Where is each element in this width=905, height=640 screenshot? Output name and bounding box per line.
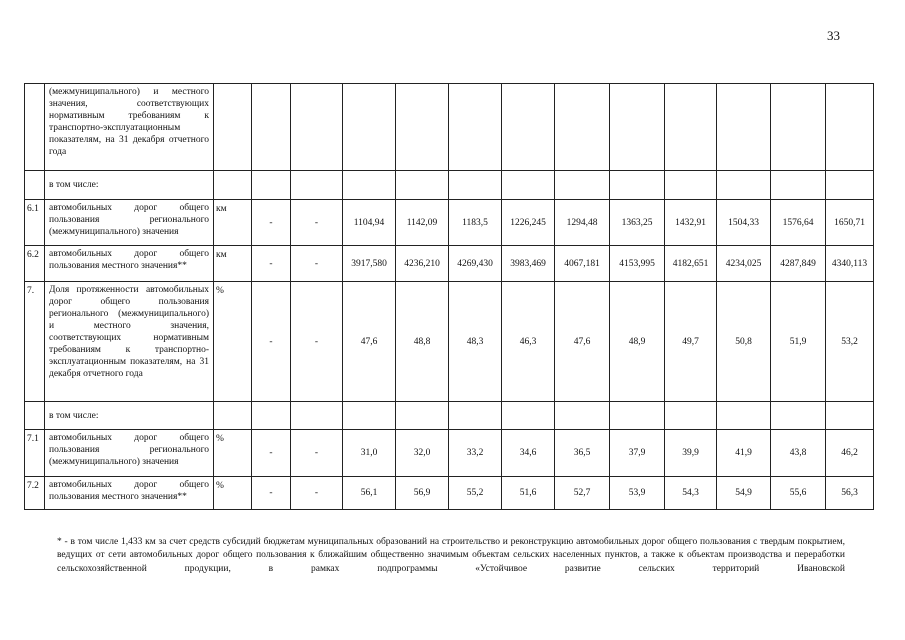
value-cell: 3983,469 [502,246,555,282]
value-cell [771,84,826,171]
value-cell: 4067,181 [555,246,610,282]
value-cell: 41,9 [717,430,771,477]
value-cell: 46,2 [826,430,874,477]
row-index: 7.2 [25,477,45,510]
value-cell: - [291,200,343,246]
row-description: автомобильных дорог общего пользования местного значения** [45,246,214,282]
value-cell: 48,9 [610,282,665,402]
value-cell: 37,9 [610,430,665,477]
value-cell [610,171,665,200]
value-cell: - [291,430,343,477]
value-cell [826,84,874,171]
value-cell [252,402,291,430]
value-cell: 1576,64 [771,200,826,246]
table-row [25,477,874,510]
row-description: в том числе: [45,402,214,430]
value-cell: 1294,48 [555,200,610,246]
value-cell: 48,3 [449,282,502,402]
value-cell [449,84,502,171]
footnote: * - в том числе 1,433 км за счет средств субсидий бюджетам муниципальных образований на строительство и реконструкцию автомобильных дорог общего пользования с твердым покрытием, ведущих от сети автомобильных дорог общего пользования к ближайшим общественно значимым объектам сельских населенных пунктов, а также к объектам производства и переработки сельскохозяйственной продукции, в рамках подпрограммы «Устойчивое развитие сельских территорий Ивановской [57,536,845,574]
value-cell [610,402,665,430]
value-cell: 1432,91 [665,200,717,246]
row-index: 7. [25,282,45,402]
value-cell [291,402,343,430]
row-unit [214,402,252,430]
table-row [25,282,874,402]
value-cell [826,402,874,430]
value-cell [826,171,874,200]
row-index: 6.1 [25,200,45,246]
value-cell: 56,3 [826,477,874,510]
row-unit: км [214,200,252,246]
value-cell [717,84,771,171]
value-cell [555,84,610,171]
value-cell: 36,5 [555,430,610,477]
row-unit [214,84,252,171]
value-cell: 4269,430 [449,246,502,282]
value-cell: 4234,025 [717,246,771,282]
value-cell: 1226,245 [502,200,555,246]
value-cell: 3917,580 [343,246,396,282]
value-cell: 56,9 [396,477,449,510]
value-cell: 4236,210 [396,246,449,282]
table-row [25,402,874,430]
value-cell [502,402,555,430]
value-cell: 4340,113 [826,246,874,282]
value-cell [396,402,449,430]
value-cell: 51,9 [771,282,826,402]
value-cell: - [252,200,291,246]
value-cell [555,402,610,430]
value-cell: 49,7 [665,282,717,402]
value-cell: 55,2 [449,477,502,510]
value-cell [665,402,717,430]
indicator-table [24,83,874,510]
value-cell [610,84,665,171]
value-cell: 50,8 [717,282,771,402]
table-row [25,171,874,200]
row-description: (межмуниципального) и местного значения, соответствующих нормативным требованиям к транспортно-эксплуатационным показателям, на 31 декабря отчетного года [45,84,214,171]
row-index: 6.2 [25,246,45,282]
value-cell: - [252,246,291,282]
value-cell [396,84,449,171]
value-cell: - [252,282,291,402]
value-cell: 1104,94 [343,200,396,246]
value-cell [449,171,502,200]
value-cell: 52,7 [555,477,610,510]
value-cell: 31,0 [343,430,396,477]
value-cell: 34,6 [502,430,555,477]
value-cell [717,171,771,200]
table-row [25,84,874,171]
row-index [25,402,45,430]
value-cell: 54,9 [717,477,771,510]
row-unit: км [214,246,252,282]
value-cell [343,84,396,171]
value-cell [771,171,826,200]
row-unit: % [214,430,252,477]
value-cell: - [252,477,291,510]
value-cell [771,402,826,430]
row-index [25,171,45,200]
value-cell [665,84,717,171]
value-cell: 53,2 [826,282,874,402]
row-unit: % [214,282,252,402]
value-cell: 51,6 [502,477,555,510]
value-cell: 39,9 [665,430,717,477]
row-index [25,84,45,171]
value-cell: 32,0 [396,430,449,477]
value-cell [665,171,717,200]
table-row [25,430,874,477]
value-cell: 4153,995 [610,246,665,282]
value-cell [252,171,291,200]
value-cell: 1650,71 [826,200,874,246]
value-cell: 1142,09 [396,200,449,246]
value-cell [555,171,610,200]
value-cell: - [291,246,343,282]
value-cell: 48,8 [396,282,449,402]
value-cell: - [291,477,343,510]
value-cell [502,84,555,171]
row-description: в том числе: [45,171,214,200]
value-cell: 47,6 [555,282,610,402]
row-unit [214,171,252,200]
value-cell: 46,3 [502,282,555,402]
value-cell [291,84,343,171]
row-unit: % [214,477,252,510]
row-description: автомобильных дорог общего пользования местного значения** [45,477,214,510]
value-cell: - [252,430,291,477]
value-cell: 1183,5 [449,200,502,246]
value-cell: 1363,25 [610,200,665,246]
value-cell: 56,1 [343,477,396,510]
value-cell [396,171,449,200]
value-cell [717,402,771,430]
value-cell: 54,3 [665,477,717,510]
table-row [25,246,874,282]
value-cell: 4287,849 [771,246,826,282]
value-cell [252,84,291,171]
value-cell: 1504,33 [717,200,771,246]
value-cell: 55,6 [771,477,826,510]
row-description: Доля протяженности автомобильных дорог общего пользования регионального (межмуниципального) и местного значения, соответствующих нормативным требованиям к транспортно-эксплуатационным показателям, на 31 декабря отчетного года [45,282,214,402]
value-cell [343,402,396,430]
value-cell: 43,8 [771,430,826,477]
value-cell [502,171,555,200]
value-cell [449,402,502,430]
value-cell: 53,9 [610,477,665,510]
page-number: 33 [827,28,840,43]
value-cell [343,171,396,200]
value-cell: 47,6 [343,282,396,402]
value-cell: 33,2 [449,430,502,477]
value-cell: 4182,651 [665,246,717,282]
value-cell: - [291,282,343,402]
row-description: автомобильных дорог общего пользования регионального (межмуниципального) значения [45,430,214,477]
row-description: автомобильных дорог общего пользования регионального (межмуниципального) значения [45,200,214,246]
row-index: 7.1 [25,430,45,477]
table-row [25,200,874,246]
value-cell [291,171,343,200]
